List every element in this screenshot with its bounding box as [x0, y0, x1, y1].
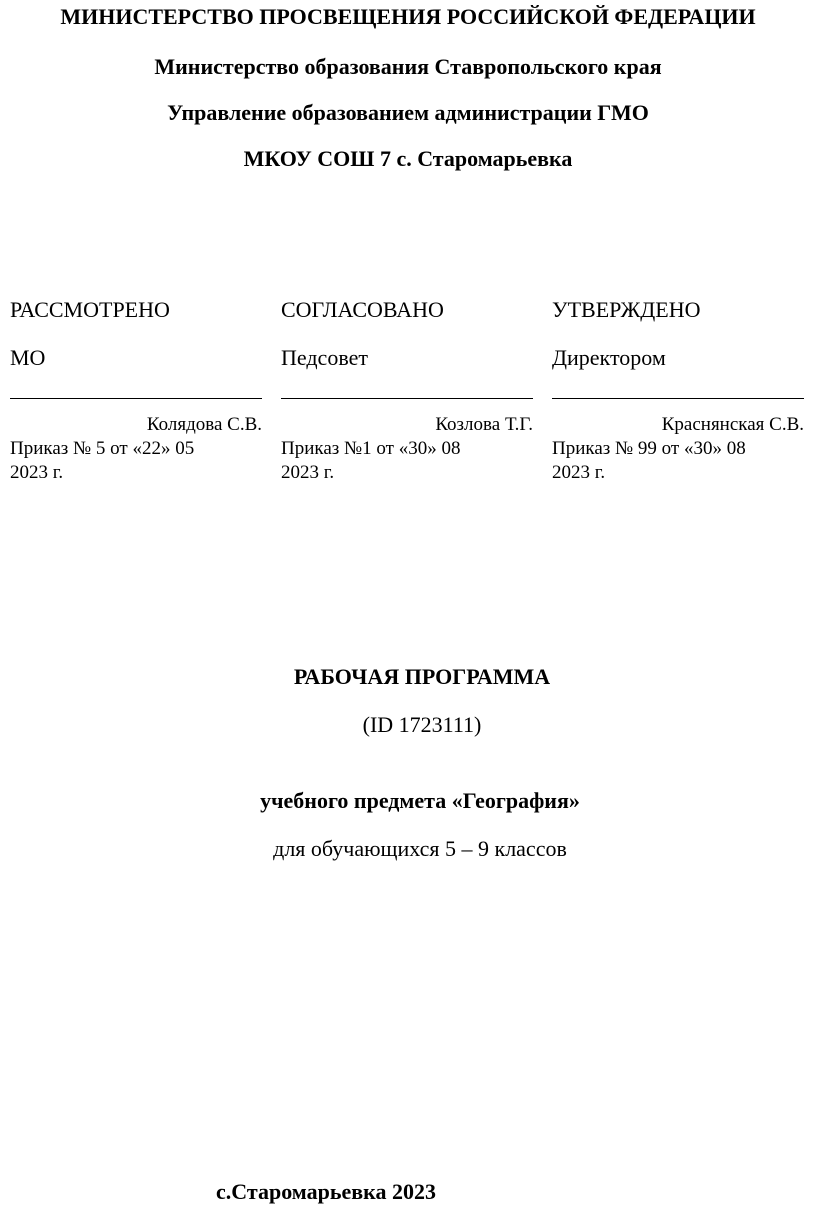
signature-line [10, 398, 262, 399]
school-heading: МКОУ СОШ 7 с. Старомарьевка [243, 146, 573, 171]
approval-block-reviewed [10, 296, 262, 485]
subject-name: учебного предмета «География» [260, 788, 580, 813]
approval-status: РАССМОТРЕНО [10, 297, 170, 322]
signer-name: Колядова С.В. [146, 414, 262, 435]
approval-body: Педсовет [281, 345, 368, 370]
ministry-heading: МИНИСТЕРСТВО ПРОСВЕЩЕНИЯ РОССИЙСКОЙ ФЕДЕРАЦИИ [60, 4, 756, 29]
audience-line: для обучающихся 5 – 9 классов [273, 836, 567, 861]
program-id: (ID 1723111) [362, 712, 482, 737]
approval-block-approved [552, 296, 804, 485]
order-year: 2023 г. [10, 462, 64, 483]
signer-name: Краснянская С.В. [661, 414, 804, 435]
approval-body: МО [10, 345, 46, 370]
approval-block-agreed [281, 296, 533, 485]
regional-ministry-heading: Министерство образования Ставропольского края [154, 54, 662, 79]
order-year: 2023 г. [552, 462, 606, 483]
approval-status: СОГЛАСОВАНО [281, 297, 444, 322]
footer-place-year: с.Старомарьевка 2023 [216, 1179, 436, 1204]
signature-line [281, 398, 533, 399]
order-number: Приказ №1 от «30» 08 [281, 438, 461, 459]
approval-status: УТВЕРЖДЕНО [552, 297, 701, 322]
approval-body: Директором [552, 345, 666, 370]
order-year: 2023 г. [281, 462, 335, 483]
administration-heading: Управление образованием администрации ГМО [167, 100, 649, 125]
signer-name: Козлова Т.Г. [435, 414, 533, 435]
signature-line [552, 398, 804, 399]
order-number: Приказ № 99 от «30» 08 [552, 438, 746, 459]
program-title: РАБОЧАЯ ПРОГРАММА [293, 664, 551, 689]
order-number: Приказ № 5 от «22» 05 [10, 438, 195, 459]
